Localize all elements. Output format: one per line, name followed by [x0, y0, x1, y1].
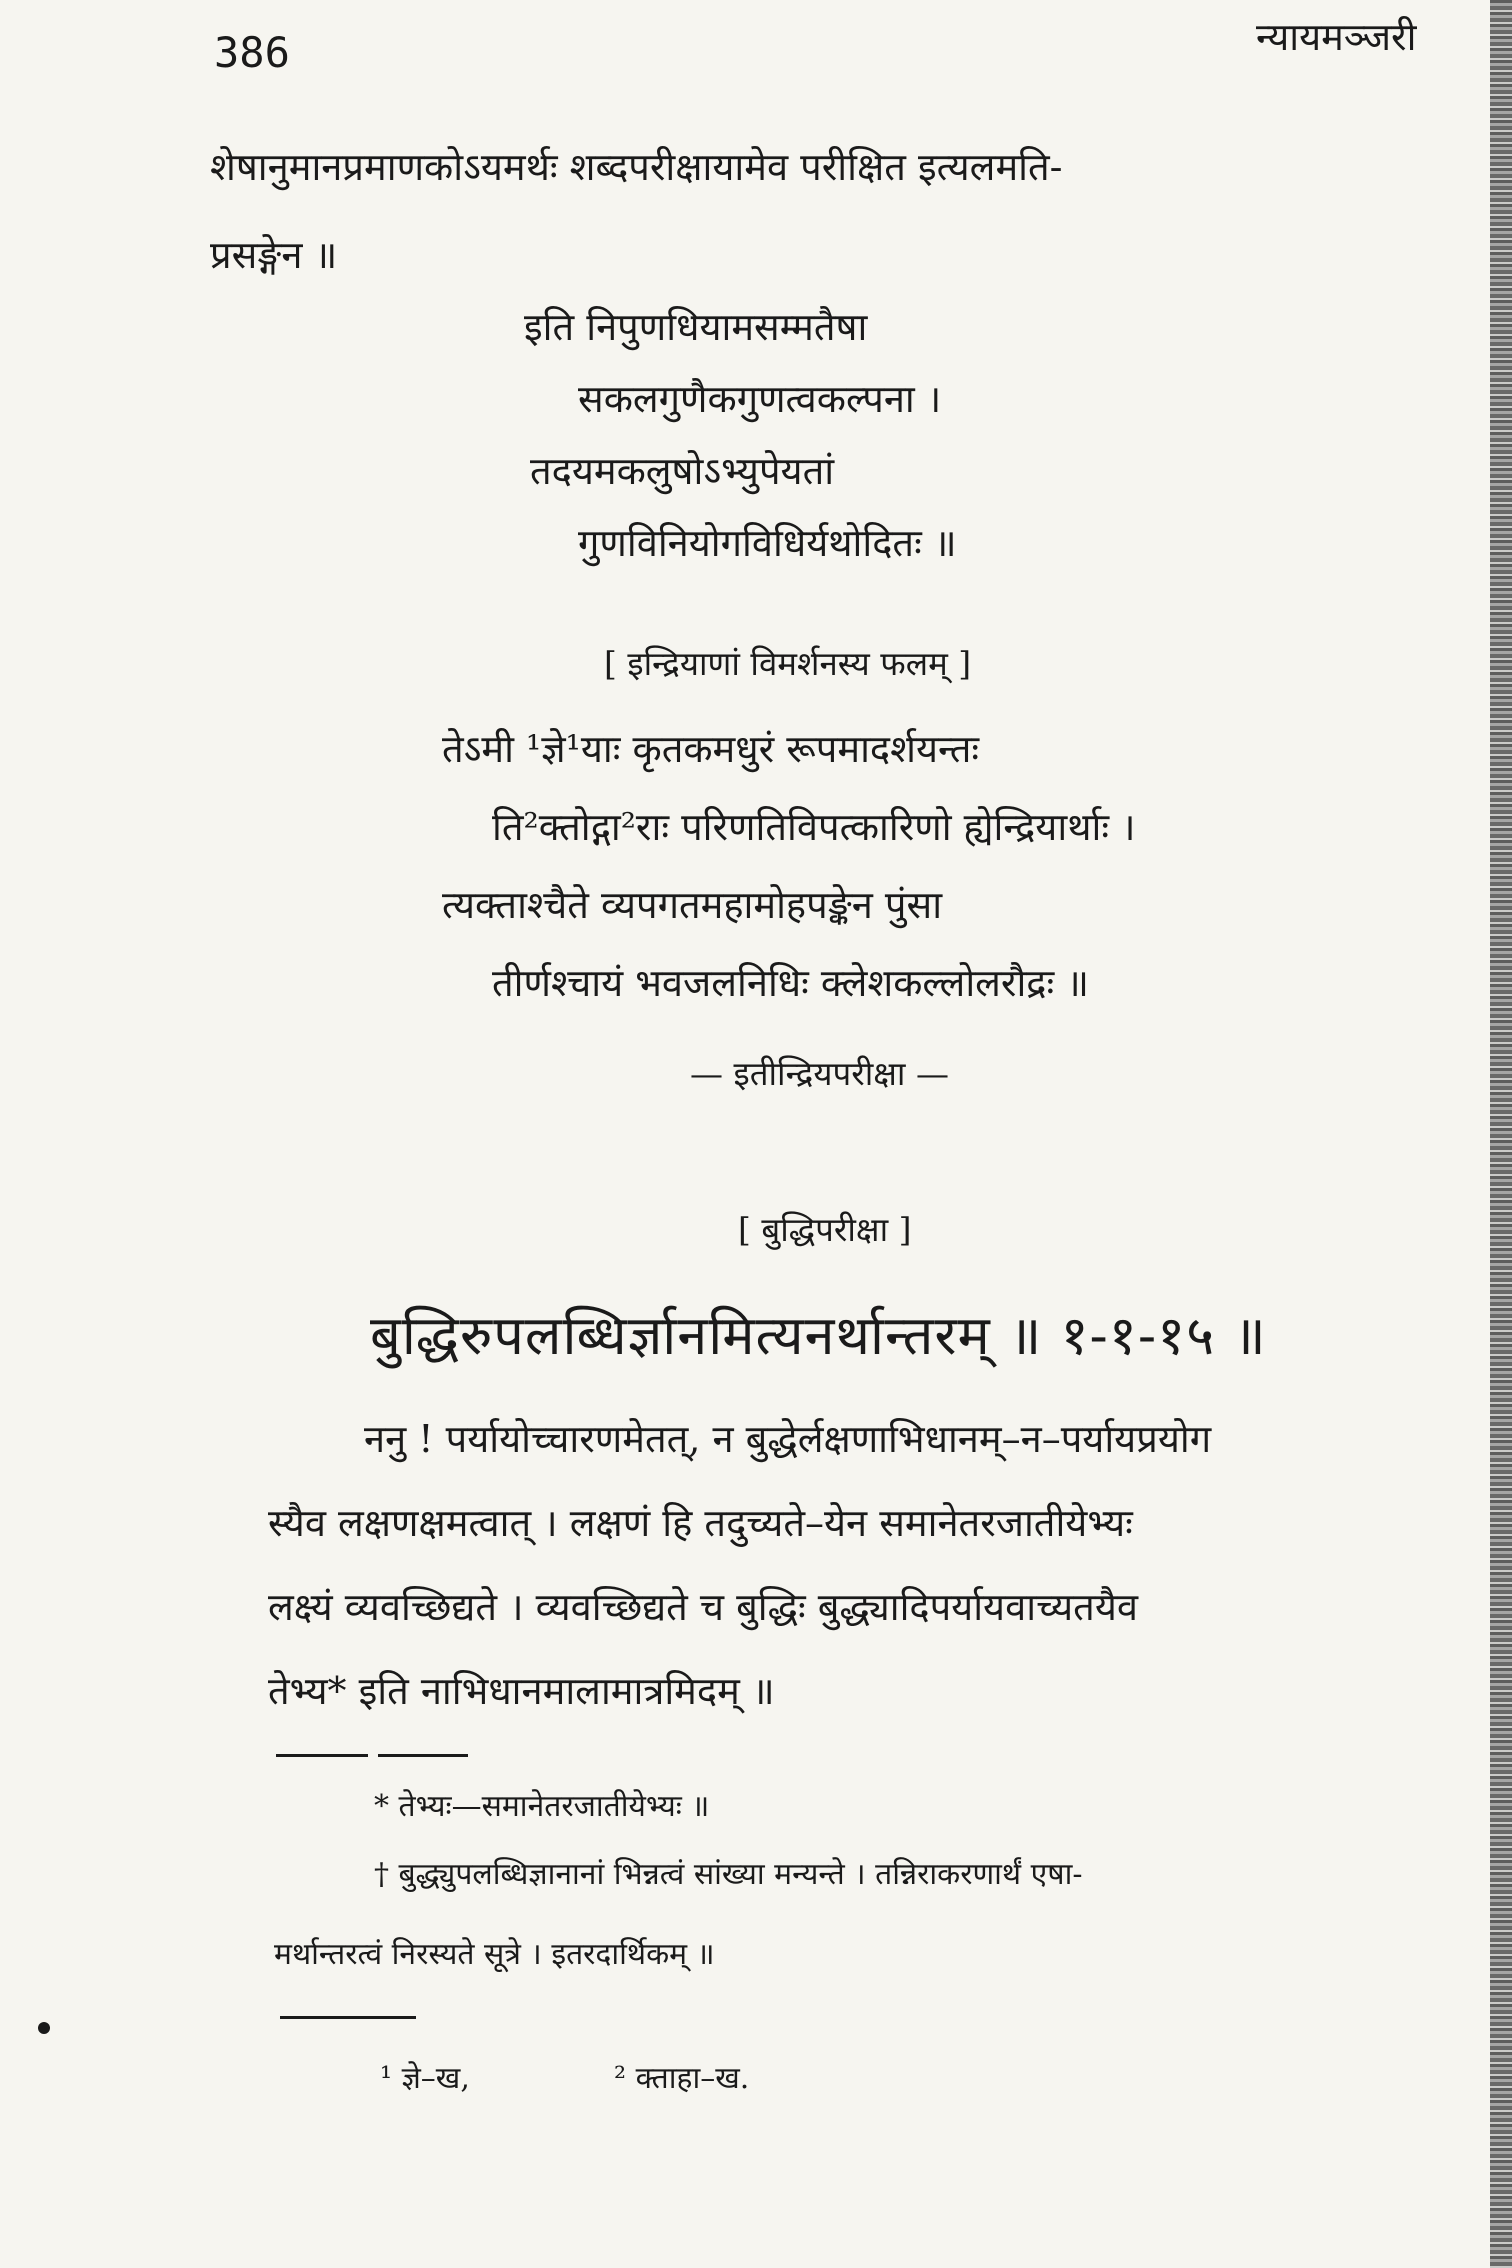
- running-title: न्यायमञ्जरी: [1256, 15, 1417, 59]
- section-end-marker: — इतीन्द्रियपरीक्षा —: [690, 1054, 949, 1093]
- ink-dot: [38, 2022, 50, 2034]
- footnote-rule-1a: [276, 1754, 368, 1757]
- sutra-text: बुद्धिरुपलब्धिर्ज्ञानमित्यनर्थान्तरम् ॥ १-१-१५ ॥: [370, 1304, 1267, 1367]
- page-edge: [1490, 0, 1512, 2268]
- section-heading-indriya: [ इन्द्रियाणां विमर्शनस्य फलम् ]: [604, 644, 972, 683]
- commentary-line-4: तेभ्य* इति नाभिधानमालामात्रमिदम् ॥: [268, 1669, 775, 1713]
- verse2-line-3: त्यक्ताश्चैते व्यपगतमहामोहपङ्केन पुंसा: [442, 883, 943, 927]
- footnote-star: * तेभ्यः—समानेतरजातीयेभ्यः ॥: [374, 1789, 710, 1824]
- footnote-rule-2: [280, 2016, 416, 2019]
- verse1-line-2: सकलगुणैकगुणत्वकल्पना ।: [578, 377, 942, 421]
- commentary-line-1: ननु ! पर्यायोच्चारणमेतत्, न बुद्धेर्लक्षणाभिधानम्–न–पर्यायप्रयोग: [364, 1417, 1212, 1461]
- footnote-rule-1b: [378, 1754, 468, 1757]
- verse2-line-4: तीर्णश्चायं भवजलनिधिः क्लेशकल्लोलरौद्रः ॥: [492, 961, 1090, 1005]
- variant-reading-1: ¹ ज्ञे–ख,: [380, 2061, 470, 2096]
- opening-line-1: शेषानुमानप्रमाणकोऽयमर्थः शब्दपरीक्षायामेव परीक्षित इत्यलमति-: [210, 145, 1063, 189]
- page-number: 386: [214, 28, 290, 77]
- footnote-dagger-line-2: मर्थान्तरत्वं निरस्यते सूत्रे । इतरदार्थिकम् ॥: [274, 1937, 715, 1972]
- section-heading-buddhi: [ बुद्धिपरीक्षा ]: [738, 1210, 912, 1249]
- variant-reading-2: ² क्ताहा–ख.: [614, 2061, 750, 2096]
- verse2-line-1: तेऽमी ¹ज्ञे¹याः कृतकमधुरं रूपमादर्शयन्तः: [442, 727, 980, 771]
- verse2-line-2: ति²क्तोद्गा²राः परिणतिविपत्कारिणो ह्येन्द्रियार्थाः ।: [492, 805, 1136, 849]
- verse1-line-4: गुणविनियोगविधिर्यथोदितः ॥: [578, 521, 957, 565]
- verse1-line-3: तदयमकलुषोऽभ्युपेयतां: [530, 449, 835, 493]
- commentary-line-3: लक्ष्यं व्यवच्छिद्यते । व्यवच्छिद्यते च बुद्धिः बुद्ध्यादिपर्यायवाच्यतयैव: [268, 1585, 1138, 1629]
- footnote-dagger-line-1: † बुद्ध्युपलब्धिज्ञानानां भिन्नत्वं सांख्या मन्यन्ते । तन्निराकरणार्थं एषा-: [374, 1857, 1083, 1892]
- verse1-line-1: इति निपुणधियामसम्मतैषा: [524, 305, 868, 349]
- opening-line-2: प्रसङ्गेन ॥: [210, 233, 338, 277]
- commentary-line-2: स्यैव लक्षणक्षमत्वात् । लक्षणं हि तदुच्यते–येन समानेतरजातीयेभ्यः: [268, 1501, 1133, 1545]
